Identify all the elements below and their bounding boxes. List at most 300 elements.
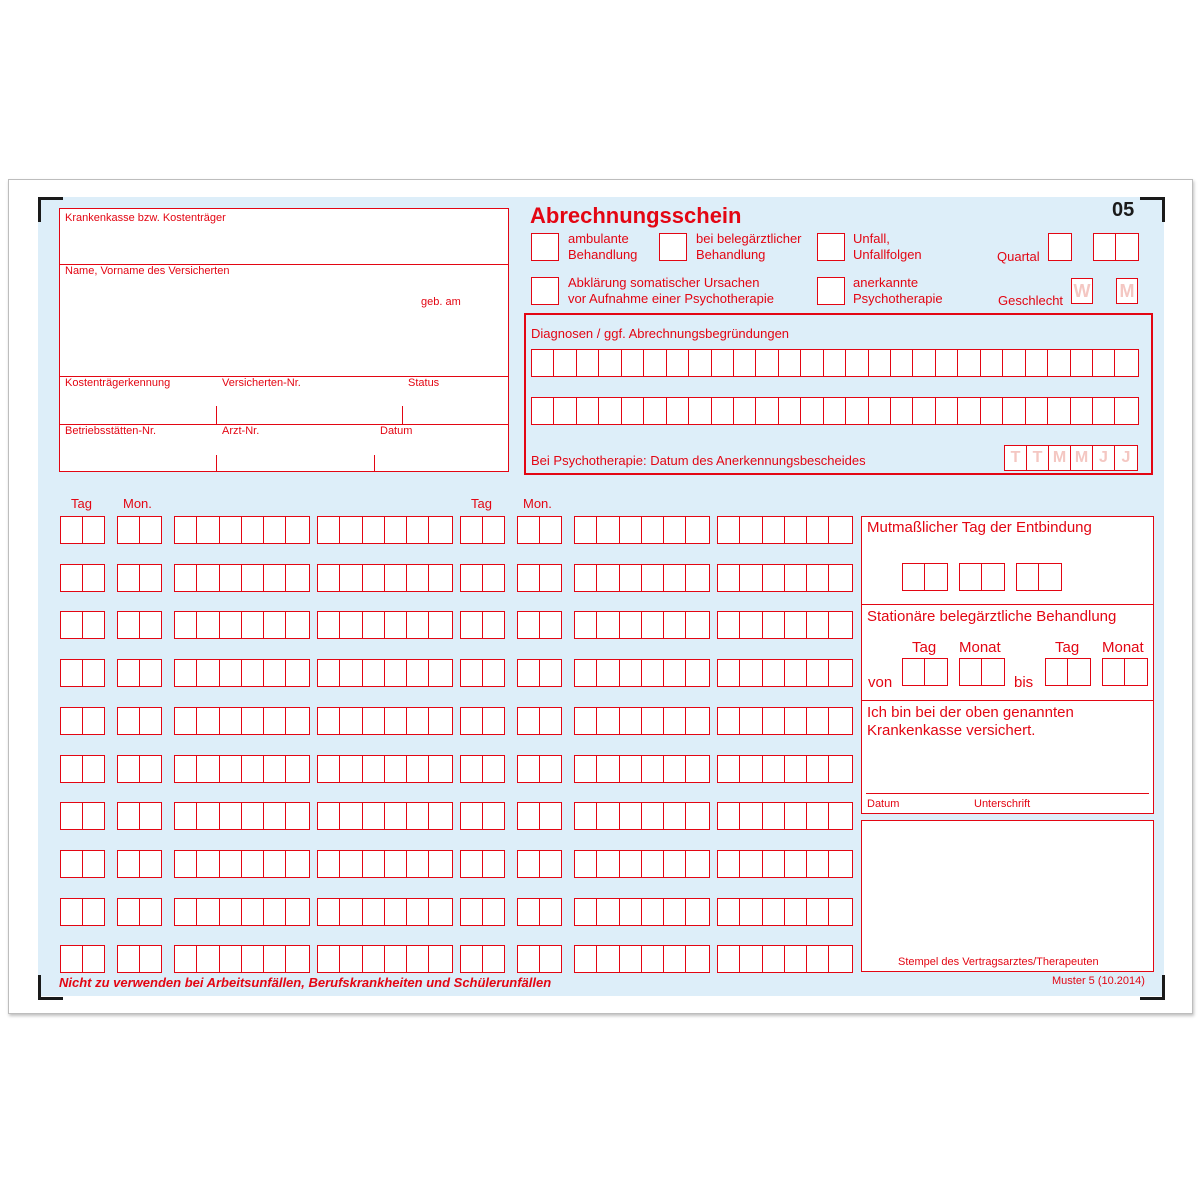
geschlecht-w-field[interactable]	[1071, 278, 1093, 304]
character-cell	[61, 612, 83, 638]
character-cell	[807, 708, 829, 734]
character-cell	[407, 517, 429, 543]
leistung-row-4-tag-field-1[interactable]	[60, 659, 105, 687]
character-cell	[807, 565, 829, 591]
geschlecht-m-placeholder: M	[1119, 280, 1135, 301]
character-cell	[763, 803, 785, 829]
leistung-row-2-monat-field-2[interactable]	[517, 564, 562, 592]
anerkannte-psychotherapie-checkbox[interactable]	[817, 277, 845, 305]
leistung-row-4-monat-field-1[interactable]	[117, 659, 162, 687]
leistung-row-10-monat-field-1[interactable]	[117, 945, 162, 973]
character-cell	[756, 350, 778, 376]
character-cell	[385, 565, 407, 591]
character-cell	[140, 851, 162, 877]
character-cell	[340, 565, 362, 591]
character-cell	[83, 899, 105, 925]
character-cell	[829, 517, 851, 543]
leistung-row-9-gebuehrennummer-field-3[interactable]	[574, 898, 710, 926]
leistung-row-9-monat-field-2[interactable]	[517, 898, 562, 926]
leistung-row-8-gebuehrennummer-field-1[interactable]	[174, 850, 310, 878]
character-cell	[83, 517, 105, 543]
geschlecht-m-field[interactable]	[1116, 278, 1138, 304]
stempel-block[interactable]	[861, 820, 1154, 972]
leistung-row-4-gebuehrennummer-field-1[interactable]	[174, 659, 310, 687]
leistung-row-3-monat-field-1[interactable]	[117, 611, 162, 639]
leistung-row-1-gebuehrennummer-field-4[interactable]	[717, 516, 853, 544]
leistung-row-8-monat-field-1[interactable]	[117, 850, 162, 878]
character-cell	[1003, 398, 1025, 424]
leistung-row-6-gebuehrennummer-field-4[interactable]	[717, 755, 853, 783]
character-cell	[264, 851, 286, 877]
leistung-row-7-gebuehrennummer-field-4[interactable]	[717, 802, 853, 830]
character-cell	[242, 756, 264, 782]
character-cell	[118, 660, 140, 686]
leistung-row-10-gebuehrennummer-field-3[interactable]	[574, 945, 710, 973]
character-cell	[175, 565, 197, 591]
leistung-row-2-tag-field-1[interactable]	[60, 564, 105, 592]
character-cell	[264, 803, 286, 829]
krankenkasse-field[interactable]	[60, 228, 508, 263]
leistung-row-5-tag-field-1[interactable]	[60, 707, 105, 735]
character-cell	[363, 660, 385, 686]
leistung-row-1-monat-field-1[interactable]	[117, 516, 162, 544]
character-cell	[286, 899, 308, 925]
character-cell	[220, 517, 242, 543]
leistung-row-8-gebuehrennummer-field-3[interactable]	[574, 850, 710, 878]
character-cell	[913, 398, 935, 424]
leistung-row-1-tag-field-2[interactable]	[460, 516, 505, 544]
leistung-row-6-tag-field-1[interactable]	[60, 755, 105, 783]
leistung-row-6-gebuehrennummer-field-3[interactable]	[574, 755, 710, 783]
character-cell	[936, 398, 958, 424]
leistung-row-10-gebuehrennummer-field-4[interactable]	[717, 945, 853, 973]
leistung-row-4-tag-field-2[interactable]	[460, 659, 505, 687]
character-cell	[686, 565, 708, 591]
leistung-row-5-gebuehrennummer-field-1[interactable]	[174, 707, 310, 735]
leistung-row-3-gebuehrennummer-field-4[interactable]	[717, 611, 853, 639]
character-cell	[286, 851, 308, 877]
character-cell	[1026, 398, 1048, 424]
character-cell	[318, 660, 340, 686]
character-cell	[318, 708, 340, 734]
leistung-row-5-gebuehrennummer-field-3[interactable]	[574, 707, 710, 735]
character-cell	[540, 851, 562, 877]
character-cell	[385, 899, 407, 925]
character-cell	[740, 565, 762, 591]
character-cell	[340, 708, 362, 734]
character-cell	[242, 851, 264, 877]
character-cell	[363, 803, 385, 829]
leistung-row-10-tag-field-1[interactable]	[60, 945, 105, 973]
character-cell	[407, 660, 429, 686]
character-cell	[140, 612, 162, 638]
leistung-row-9-tag-field-1[interactable]	[60, 898, 105, 926]
character-cell	[807, 612, 829, 638]
character-cell	[689, 350, 711, 376]
unfall-label-2: Unfallfolgen	[853, 247, 922, 262]
character-cell	[740, 756, 762, 782]
character-cell	[642, 612, 664, 638]
character-cell	[642, 565, 664, 591]
character-cell	[779, 350, 801, 376]
leistung-row-9-gebuehrennummer-field-1[interactable]	[174, 898, 310, 926]
character-cell	[461, 756, 483, 782]
character-cell	[118, 517, 140, 543]
character-cell	[340, 803, 362, 829]
bis-monat-field[interactable]	[1102, 658, 1148, 686]
character-cell	[664, 612, 686, 638]
leistung-row-3-tag-field-1[interactable]	[60, 611, 105, 639]
character-cell	[763, 565, 785, 591]
entbindung-jahr-field[interactable]	[1016, 563, 1062, 591]
character-cell	[620, 660, 642, 686]
von-tag-field[interactable]	[902, 658, 948, 686]
character-cell	[518, 803, 540, 829]
character-cell	[483, 756, 505, 782]
character-cell	[461, 708, 483, 734]
character-cell	[1026, 350, 1048, 376]
character-cell	[540, 660, 562, 686]
character-cell	[483, 803, 505, 829]
character-cell	[318, 899, 340, 925]
unfall-checkbox[interactable]	[817, 233, 845, 261]
leistung-row-1-monat-field-2[interactable]	[517, 516, 562, 544]
leistung-row-2-gebuehrennummer-field-4[interactable]	[717, 564, 853, 592]
character-cell	[686, 612, 708, 638]
character-cell	[664, 660, 686, 686]
date-format-placeholder: J	[1093, 446, 1115, 470]
character-cell	[807, 660, 829, 686]
leistung-row-3-gebuehrennummer-field-1[interactable]	[174, 611, 310, 639]
character-cell	[597, 946, 619, 972]
character-cell	[385, 660, 407, 686]
character-cell	[286, 612, 308, 638]
leistung-row-6-tag-field-2[interactable]	[460, 755, 505, 783]
belegaerztlich-checkbox[interactable]	[659, 233, 687, 261]
entbindung-monat-field[interactable]	[959, 563, 1005, 591]
character-cell	[385, 517, 407, 543]
character-cell	[483, 565, 505, 591]
character-cell	[575, 899, 597, 925]
character-cell	[61, 756, 83, 782]
divider	[374, 455, 375, 471]
character-cell	[620, 803, 642, 829]
character-cell	[667, 350, 689, 376]
character-cell	[483, 660, 505, 686]
character-cell	[518, 899, 540, 925]
leistung-row-1-gebuehrennummer-field-2[interactable]	[317, 516, 453, 544]
character-cell	[118, 851, 140, 877]
character-cell	[642, 899, 664, 925]
leistung-row-7-monat-field-1[interactable]	[117, 802, 162, 830]
leistung-row-8-gebuehrennummer-field-2[interactable]	[317, 850, 453, 878]
character-cell	[83, 708, 105, 734]
signature-field[interactable]	[864, 745, 1149, 792]
character-cell	[461, 565, 483, 591]
character-cell	[197, 851, 219, 877]
bis-tag-label: Tag	[1055, 639, 1080, 656]
leistung-row-2-gebuehrennummer-field-3[interactable]	[574, 564, 710, 592]
leistung-row-8-tag-field-2[interactable]	[460, 850, 505, 878]
character-cell	[175, 517, 197, 543]
character-cell	[824, 350, 846, 376]
character-cell	[829, 946, 851, 972]
psychotherapie-datum-label: Bei Psychotherapie: Datum des Anerkennungsbescheides	[531, 453, 866, 468]
von-monat-label: Monat	[959, 639, 1001, 656]
leistung-row-2-tag-field-2[interactable]	[460, 564, 505, 592]
character-cell	[829, 803, 851, 829]
character-cell	[577, 398, 599, 424]
leistung-row-7-tag-field-2[interactable]	[460, 802, 505, 830]
leistung-row-7-gebuehrennummer-field-1[interactable]	[174, 802, 310, 830]
character-cell	[718, 660, 740, 686]
character-cell	[807, 851, 829, 877]
character-cell	[461, 899, 483, 925]
character-cell	[763, 612, 785, 638]
date-format-placeholder: M	[1071, 446, 1093, 470]
character-cell	[429, 612, 451, 638]
character-cell	[763, 756, 785, 782]
character-cell	[718, 946, 740, 972]
divider	[216, 406, 217, 424]
character-cell	[763, 517, 785, 543]
character-cell	[197, 660, 219, 686]
leistung-row-2-monat-field-1[interactable]	[117, 564, 162, 592]
character-cell	[242, 517, 264, 543]
stempel-label: Stempel des Vertragsarztes/Therapeuten	[898, 956, 1099, 968]
character-cell	[118, 899, 140, 925]
character-cell	[981, 398, 1003, 424]
character-cell	[801, 350, 823, 376]
leistung-row-6-monat-field-2[interactable]	[517, 755, 562, 783]
leistung-row-4-gebuehrennummer-field-4[interactable]	[717, 659, 853, 687]
character-cell	[220, 851, 242, 877]
character-cell	[869, 350, 891, 376]
tag-header-2: Tag	[471, 496, 492, 511]
quartal-label: Quartal	[997, 249, 1040, 264]
character-cell	[220, 756, 242, 782]
character-cell	[1071, 398, 1093, 424]
leistung-row-10-gebuehrennummer-field-1[interactable]	[174, 945, 310, 973]
character-cell	[318, 946, 340, 972]
leistung-row-10-gebuehrennummer-field-2[interactable]	[317, 945, 453, 973]
leistung-row-1-gebuehrennummer-field-1[interactable]	[174, 516, 310, 544]
abklaerung-label-2: vor Aufnahme einer Psychotherapie	[568, 291, 774, 306]
leistung-row-7-gebuehrennummer-field-3[interactable]	[574, 802, 710, 830]
character-cell	[540, 612, 562, 638]
character-cell	[829, 899, 851, 925]
character-cell	[785, 565, 807, 591]
abklaerung-checkbox[interactable]	[531, 277, 559, 305]
character-cell	[385, 946, 407, 972]
leistung-row-8-tag-field-1[interactable]	[60, 850, 105, 878]
leistung-row-5-monat-field-2[interactable]	[517, 707, 562, 735]
unterschrift-label: Unterschrift	[974, 798, 1031, 810]
character-cell	[664, 946, 686, 972]
character-cell	[532, 350, 554, 376]
character-cell	[61, 708, 83, 734]
leistung-row-7-tag-field-1[interactable]	[60, 802, 105, 830]
character-cell	[785, 851, 807, 877]
leistung-row-9-monat-field-1[interactable]	[117, 898, 162, 926]
leistung-row-1-tag-field-1[interactable]	[60, 516, 105, 544]
character-cell	[407, 756, 429, 782]
leistung-row-2-gebuehrennummer-field-2[interactable]	[317, 564, 453, 592]
character-cell	[264, 708, 286, 734]
character-cell	[575, 708, 597, 734]
bis-tag-field[interactable]	[1045, 658, 1091, 686]
character-cell	[644, 398, 666, 424]
character-cell	[829, 660, 851, 686]
character-cell	[620, 946, 642, 972]
mon-header-2: Mon.	[523, 496, 552, 511]
leistung-row-7-monat-field-2[interactable]	[517, 802, 562, 830]
character-cell	[597, 708, 619, 734]
leistung-row-9-gebuehrennummer-field-4[interactable]	[717, 898, 853, 926]
character-cell	[363, 756, 385, 782]
signature-line	[866, 793, 1149, 794]
character-cell	[642, 756, 664, 782]
geb-label: geb. am	[421, 296, 461, 308]
character-cell	[667, 398, 689, 424]
character-cell	[518, 612, 540, 638]
character-cell	[642, 851, 664, 877]
character-cell	[385, 803, 407, 829]
leistung-row-5-monat-field-1[interactable]	[117, 707, 162, 735]
tag-header-1: Tag	[71, 496, 92, 511]
character-cell	[642, 708, 664, 734]
versichert-text-1: Ich bin bei der oben genannten	[867, 704, 1074, 721]
leistung-row-3-gebuehrennummer-field-3[interactable]	[574, 611, 710, 639]
character-cell	[575, 803, 597, 829]
character-cell	[363, 899, 385, 925]
character-cell	[712, 398, 734, 424]
character-cell	[242, 612, 264, 638]
character-cell	[807, 803, 829, 829]
character-cell	[575, 851, 597, 877]
character-cell	[599, 398, 621, 424]
character-cell	[597, 660, 619, 686]
status-label: Status	[408, 377, 440, 389]
character-cell	[664, 517, 686, 543]
diagnosen-row-2[interactable]	[531, 397, 1139, 425]
character-cell	[175, 851, 197, 877]
character-cell	[197, 756, 219, 782]
character-cell	[599, 350, 621, 376]
character-cell	[340, 660, 362, 686]
ambulante-label-2: Behandlung	[568, 247, 638, 262]
leistung-row-5-tag-field-2[interactable]	[460, 707, 505, 735]
bsnr-label: Betriebsstätten-Nr.	[65, 425, 157, 437]
character-cell	[118, 612, 140, 638]
leistung-row-4-gebuehrennummer-field-3[interactable]	[574, 659, 710, 687]
character-cell	[318, 803, 340, 829]
versichert-text-2: Krankenkasse versichert.	[867, 722, 1036, 739]
divider	[402, 406, 403, 424]
character-cell	[518, 946, 540, 972]
character-cell	[264, 517, 286, 543]
bis-label: bis	[1014, 674, 1034, 691]
anerkennungsbescheid-datum-field[interactable]	[1004, 445, 1138, 471]
character-cell	[140, 803, 162, 829]
character-cell	[385, 756, 407, 782]
form-version: Muster 5 (10.2014)	[1052, 975, 1145, 987]
character-cell	[407, 565, 429, 591]
character-cell	[829, 708, 851, 734]
leistung-row-3-tag-field-2[interactable]	[460, 611, 505, 639]
quartal-year-field[interactable]	[1093, 233, 1139, 261]
leistung-row-8-monat-field-2[interactable]	[517, 850, 562, 878]
leistung-row-6-gebuehrennummer-field-1[interactable]	[174, 755, 310, 783]
date-format-placeholder: T	[1027, 446, 1049, 470]
character-cell	[385, 612, 407, 638]
character-cell	[785, 517, 807, 543]
character-cell	[597, 517, 619, 543]
entbindung-tag-field[interactable]	[902, 563, 948, 591]
character-cell	[824, 398, 846, 424]
leistung-row-10-monat-field-2[interactable]	[517, 945, 562, 973]
von-monat-field[interactable]	[959, 658, 1005, 686]
character-cell	[664, 565, 686, 591]
leistung-row-9-tag-field-2[interactable]	[460, 898, 505, 926]
character-cell	[575, 660, 597, 686]
leistung-row-5-gebuehrennummer-field-2[interactable]	[317, 707, 453, 735]
character-cell	[140, 946, 162, 972]
character-cell	[686, 660, 708, 686]
character-cell	[197, 517, 219, 543]
character-cell	[763, 899, 785, 925]
name-field[interactable]	[60, 280, 508, 375]
character-cell	[429, 565, 451, 591]
leistung-row-6-gebuehrennummer-field-2[interactable]	[317, 755, 453, 783]
leistung-row-1-gebuehrennummer-field-3[interactable]	[574, 516, 710, 544]
leistung-row-4-gebuehrennummer-field-2[interactable]	[317, 659, 453, 687]
character-cell	[981, 350, 1003, 376]
character-cell	[718, 803, 740, 829]
character-cell	[763, 660, 785, 686]
character-cell	[340, 517, 362, 543]
character-cell	[664, 851, 686, 877]
leistung-row-10-tag-field-2[interactable]	[460, 945, 505, 973]
leistung-row-9-gebuehrennummer-field-2[interactable]	[317, 898, 453, 926]
character-cell	[597, 565, 619, 591]
unfall-label-1: Unfall,	[853, 231, 890, 246]
geschlecht-label: Geschlecht	[998, 293, 1064, 308]
leistung-row-5-gebuehrennummer-field-4[interactable]	[717, 707, 853, 735]
character-cell	[140, 517, 162, 543]
character-cell	[363, 708, 385, 734]
leistung-row-7-gebuehrennummer-field-2[interactable]	[317, 802, 453, 830]
krankenkasse-label: Krankenkasse bzw. Kostenträger	[65, 212, 226, 224]
leistung-row-8-gebuehrennummer-field-4[interactable]	[717, 850, 853, 878]
character-cell	[83, 660, 105, 686]
quartal-field[interactable]	[1048, 233, 1072, 261]
character-cell	[61, 517, 83, 543]
leistung-row-4-monat-field-2[interactable]	[517, 659, 562, 687]
character-cell	[718, 565, 740, 591]
ambulante-behandlung-checkbox[interactable]	[531, 233, 559, 261]
leistung-row-2-gebuehrennummer-field-1[interactable]	[174, 564, 310, 592]
character-cell	[622, 398, 644, 424]
diagnosen-row-1[interactable]	[531, 349, 1139, 377]
leistung-row-6-monat-field-1[interactable]	[117, 755, 162, 783]
character-cell	[936, 350, 958, 376]
character-cell	[83, 565, 105, 591]
leistung-row-3-gebuehrennummer-field-2[interactable]	[317, 611, 453, 639]
leistung-row-3-monat-field-2[interactable]	[517, 611, 562, 639]
character-cell	[220, 612, 242, 638]
character-cell	[620, 899, 642, 925]
